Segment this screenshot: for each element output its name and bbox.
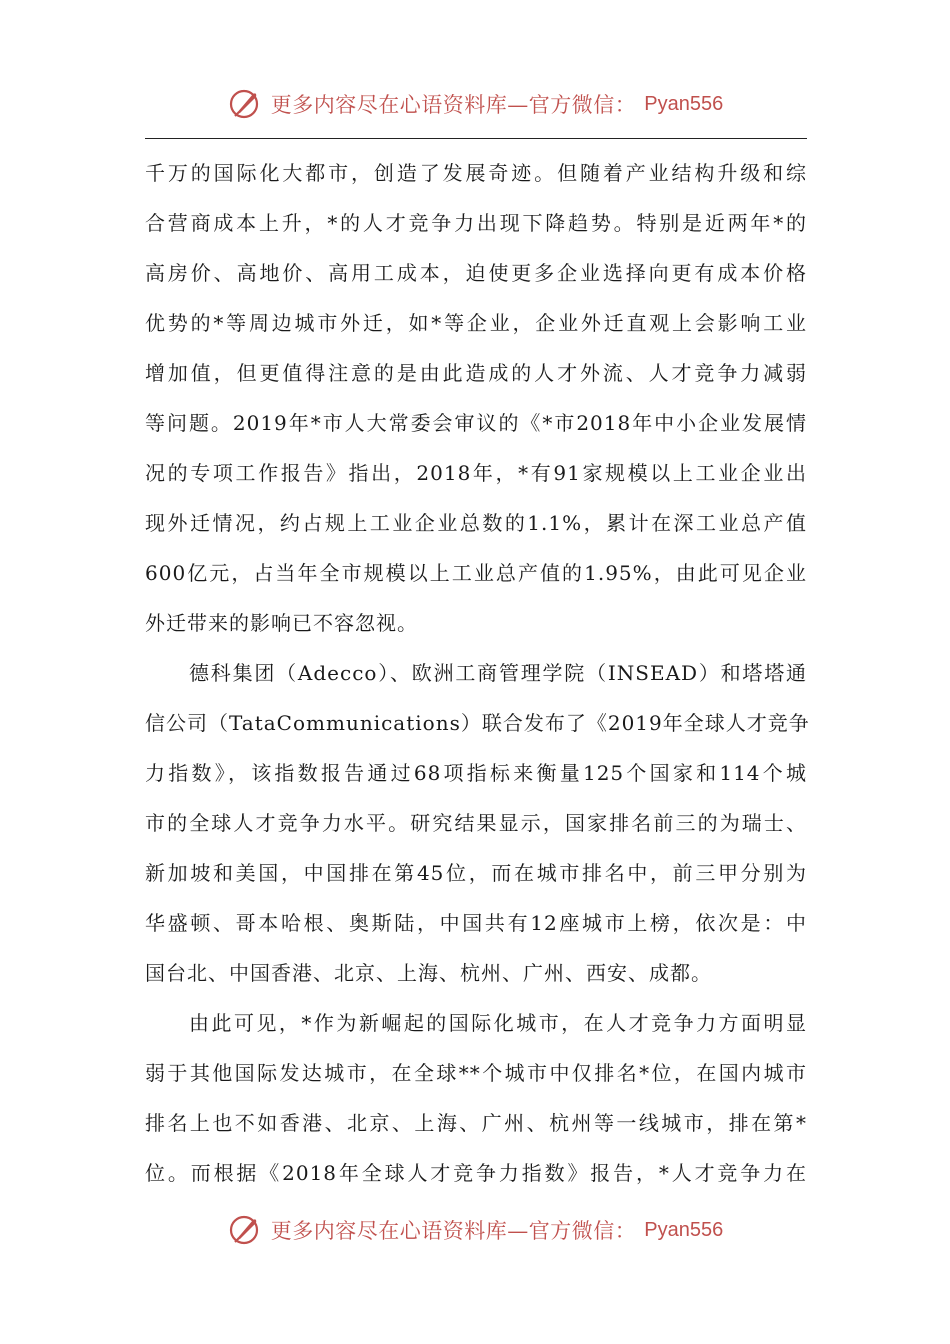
text-line: 等问题。2019年*市人大常委会审议的《*市2018年中小企业发展情 [145,411,807,435]
paragraph-3 [145,998,807,1198]
text-line: 排名上也不如香港、北京、上海、广州、杭州等一线城市，排在第* [145,1111,807,1135]
text-line: 市的全球人才竞争力水平。研究结果显示，国家排名前三的为瑞士、 [145,811,807,835]
text-line: 优势的*等周边城市外迁，如*等企业，企业外迁直观上会影响工业 [145,311,807,335]
header-rule [145,138,807,139]
text-line: 信公司（TataCommunications）联合发布了《2019年全球人才竞争 [145,711,810,735]
paragraph-2 [145,648,810,998]
text-line: 新加坡和美国，中国排在第45位，而在城市排名中，前三甲分别为 [145,861,807,885]
text-line: 增加值，但更值得注意的是由此造成的人才外流、人才竞争力减弱 [145,361,807,385]
paragraph-1 [145,148,807,648]
text-line: 600亿元，占当年全市规模以上工业总产值的1.95%，由此可见企业 [145,561,807,585]
footer-banner [0,1208,950,1252]
header-banner [0,82,950,126]
text-line: 位。而根据《2018年全球人才竞争力指数》报告，*人才竞争力在 [145,1161,807,1185]
header-banner-id: Pyan556 [644,92,724,115]
text-line: 弱于其他国际发达城市，在全球**个城市中仅排名*位，在国内城市 [145,1061,807,1085]
quill-logo-icon [227,86,263,122]
text-line: 力指数》，该指数报告通过68项指标来衡量125个国家和114个城 [145,761,807,785]
text-line: 况的专项工作报告》指出，2018年，*有91家规模以上工业企业出 [145,461,807,485]
text-line: 华盛顿、哥本哈根、奥斯陆，中国共有12座城市上榜，依次是：中 [145,911,807,935]
text-line: 由此可见，*作为新崛起的国际化城市，在人才竞争力方面明显 [189,1011,807,1035]
text-line: 合营商成本上升，*的人才竞争力出现下降趋势。特别是近两年*的 [145,211,807,235]
header-banner-text: 更多内容尽在心语资料库—官方微信： [270,93,637,117]
text-line: 外迁带来的影响已不容忽视。 [145,611,418,635]
quill-logo-icon [227,1212,263,1248]
text-line: 国台北、中国香港、北京、上海、杭州、广州、西安、成都。 [145,961,712,985]
document-body [145,148,810,1198]
text-line: 德科集团（Adecco）、欧洲工商管理学院（INSEAD）和塔塔通 [189,661,807,685]
footer-banner-text: 更多内容尽在心语资料库—官方微信： [270,1219,637,1243]
footer-banner-id: Pyan556 [644,1218,724,1241]
text-line: 高房价、高地价、高用工成本，迫使更多企业选择向更有成本价格 [145,261,807,285]
text-line: 千万的国际化大都市，创造了发展奇迹。但随着产业结构升级和综 [145,161,807,185]
text-line: 现外迁情况，约占规上工业企业总数的1.1%，累计在深工业总产值 [145,511,807,535]
